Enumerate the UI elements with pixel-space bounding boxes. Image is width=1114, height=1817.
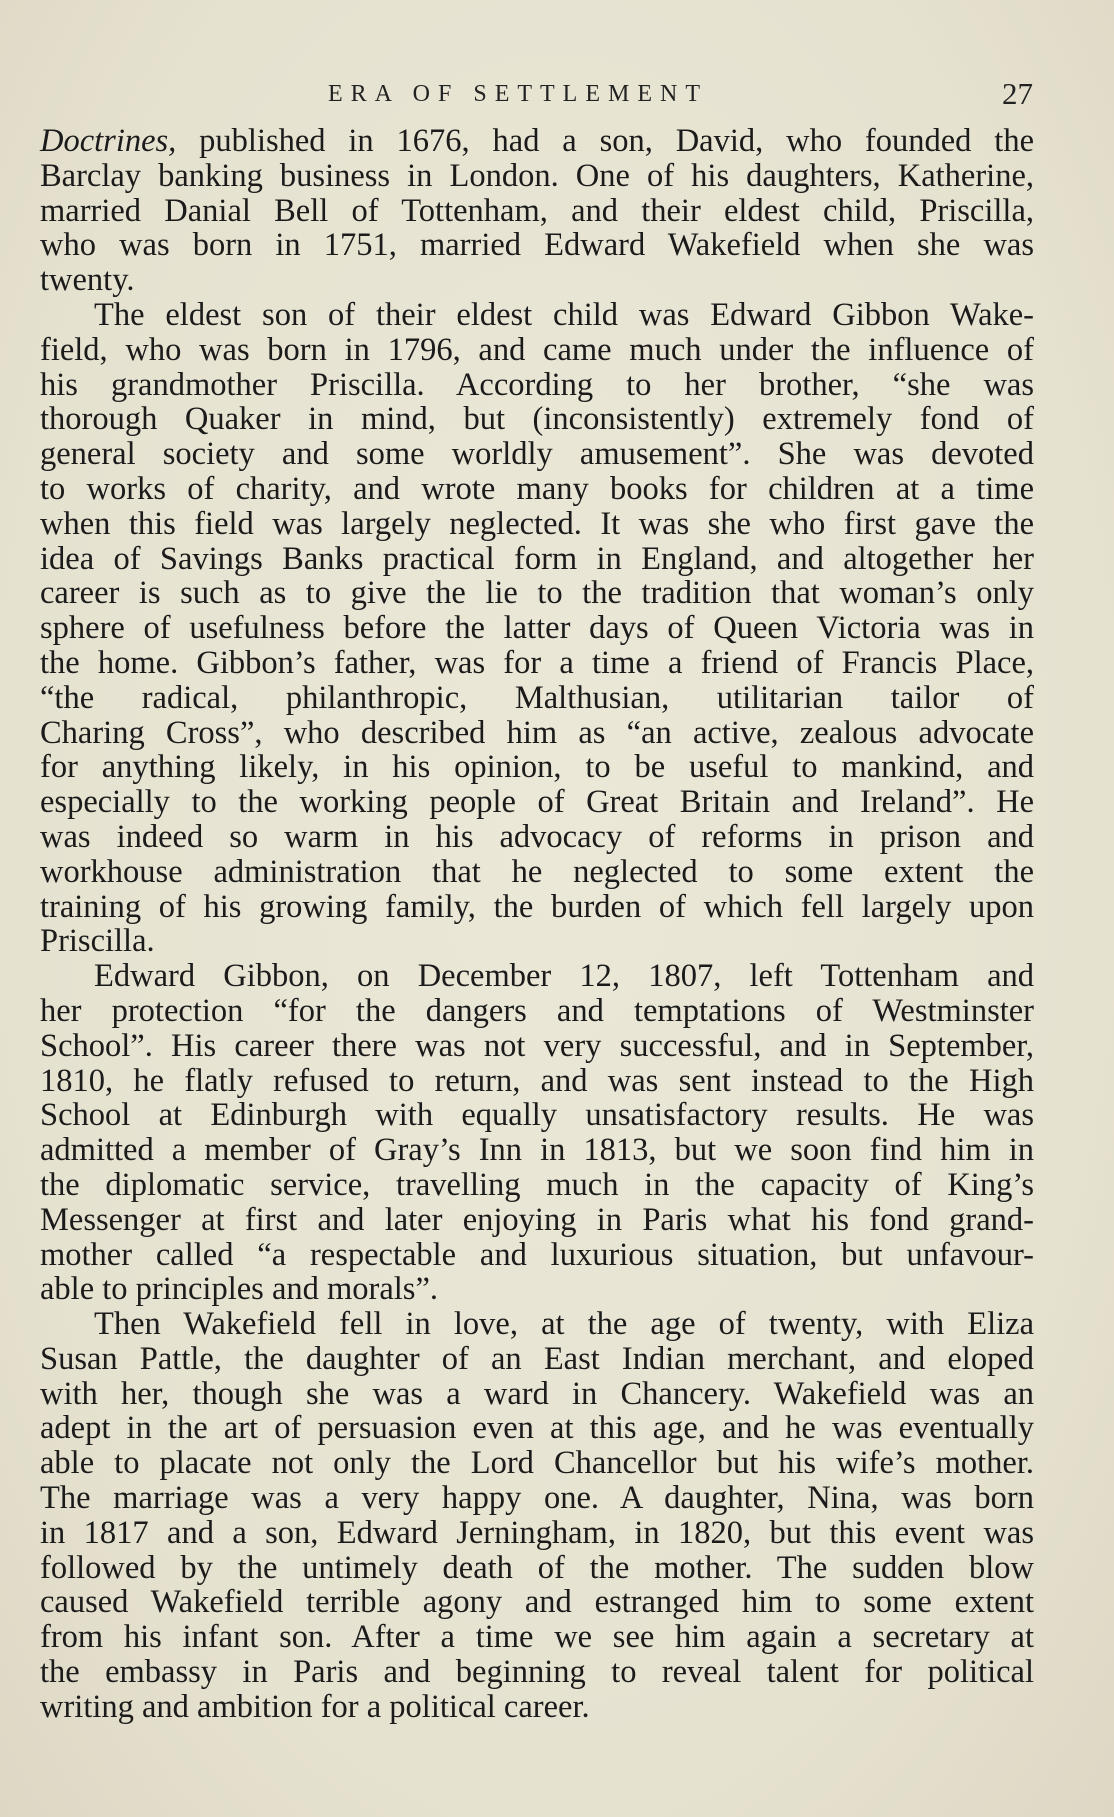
text-line: School at Edinburgh with equally unsatisfactory results. He was bbox=[40, 1097, 1034, 1134]
text-line: writing and ambition for a political career. bbox=[40, 1688, 590, 1725]
italic-title: Doctrines, bbox=[40, 123, 177, 159]
text-line: admitted a member of Gray’s Inn in 1813, but we soon find him in bbox=[40, 1132, 1034, 1169]
text-line: from his infant son. After a time we see him again a secretary at bbox=[40, 1619, 1034, 1656]
text-line: mother called “a respectable and luxurious situation, but unfavour- bbox=[40, 1236, 1034, 1273]
text-line: able to placate not only the Lord Chancellor but his wife’s mother. bbox=[40, 1445, 1034, 1482]
text-line: 1810, he flatly refused to return, and was sent instead to the High bbox=[40, 1062, 1034, 1099]
text-line: thorough Quaker in mind, but (inconsistently) extremely fond of bbox=[40, 401, 1034, 438]
text-line: field, who was born in 1796, and came much under the influence of bbox=[40, 331, 1034, 368]
text-line: the embassy in Paris and beginning to reveal talent for political bbox=[40, 1654, 1034, 1691]
text-line: was indeed so warm in his advocacy of reforms in prison and bbox=[40, 818, 1034, 855]
text-line: for anything likely, in his opinion, to be useful to mankind, and bbox=[40, 749, 1034, 786]
text-line: Messenger at first and later enjoying in Paris what his fond grand- bbox=[40, 1201, 1034, 1238]
text-line: Doctrines, published in 1676, had a son, David, who founded the bbox=[40, 123, 1034, 159]
text-line: Susan Pattle, the daughter of an East Indian merchant, and eloped bbox=[40, 1340, 1034, 1377]
text-line: able to principles and morals”. bbox=[40, 1271, 438, 1308]
text-line: training of his growing family, the burden of which fell largely upon bbox=[40, 888, 1034, 925]
paragraph-start-line: Edward Gibbon, on December 12, 1807, left Tottenham and bbox=[94, 958, 1034, 995]
paragraph-start-line: Then Wakefield fell in love, at the age of twenty, with Eliza bbox=[94, 1306, 1034, 1343]
text-line: general society and some worldly amusement”. She was devoted bbox=[40, 436, 1034, 473]
text-line: Priscilla. bbox=[40, 923, 155, 960]
text-line: idea of Savings Banks practical form in England, and altogether her bbox=[40, 540, 1034, 577]
text-line: adept in the art of persuasion even at this age, and he was eventually bbox=[40, 1410, 1034, 1447]
text-line: married Danial Bell of Tottenham, and their eldest child, Priscilla, bbox=[40, 192, 1034, 229]
text-line: the home. Gibbon’s father, was for a time a friend of Francis Place, bbox=[40, 644, 1034, 681]
text-line: the diplomatic service, travelling much in the capacity of King’s bbox=[40, 1166, 1034, 1203]
text-line: Barclay banking business in London. One of his daughters, Katherine, bbox=[40, 157, 1034, 194]
text-line: who was born in 1751, married Edward Wakefield when she was bbox=[40, 227, 1034, 264]
text-line: her protection “for the dangers and temptations of Westminster bbox=[40, 992, 1034, 1029]
text-line: School”. His career there was not very successful, and in September, bbox=[40, 1027, 1034, 1064]
text-line: workhouse administration that he neglected to some extent the bbox=[40, 853, 1034, 890]
text-line: in 1817 and a son, Edward Jerningham, in 1820, but this event was bbox=[40, 1514, 1034, 1551]
running-head bbox=[0, 76, 1114, 112]
page-number: 27 bbox=[1002, 76, 1033, 111]
text-line: especially to the working people of Great Britain and Ireland”. He bbox=[40, 784, 1034, 821]
text-line: The marriage was a very happy one. A daughter, Nina, was born bbox=[40, 1480, 1034, 1517]
body-text bbox=[40, 124, 1034, 1725]
paragraph-start-line: The eldest son of their eldest child was Edward Gibbon Wake- bbox=[94, 296, 1034, 333]
text-line: when this field was largely neglected. It was she who first gave the bbox=[40, 505, 1034, 542]
running-head-title: ERA OF SETTLEMENT bbox=[328, 81, 708, 107]
text-line: with her, though she was a ward in Chancery. Wakefield was an bbox=[40, 1375, 1034, 1412]
text-line: career is such as to give the lie to the tradition that woman’s only bbox=[40, 575, 1034, 612]
text-line: twenty. bbox=[40, 262, 135, 299]
text-line: “the radical, philanthropic, Malthusian, utilitarian tailor of bbox=[40, 679, 1034, 716]
text-line: Charing Cross”, who described him as “an active, zealous advocate bbox=[40, 714, 1034, 751]
text-line: sphere of usefulness before the latter days of Queen Victoria was in bbox=[40, 610, 1034, 647]
text-line: followed by the untimely death of the mother. The sudden blow bbox=[40, 1549, 1034, 1586]
text-line: to works of charity, and wrote many books for children at a time bbox=[40, 470, 1034, 507]
text-line: his grandmother Priscilla. According to her brother, “she was bbox=[40, 366, 1034, 403]
text-line: caused Wakefield terrible agony and estranged him to some extent bbox=[40, 1584, 1034, 1621]
